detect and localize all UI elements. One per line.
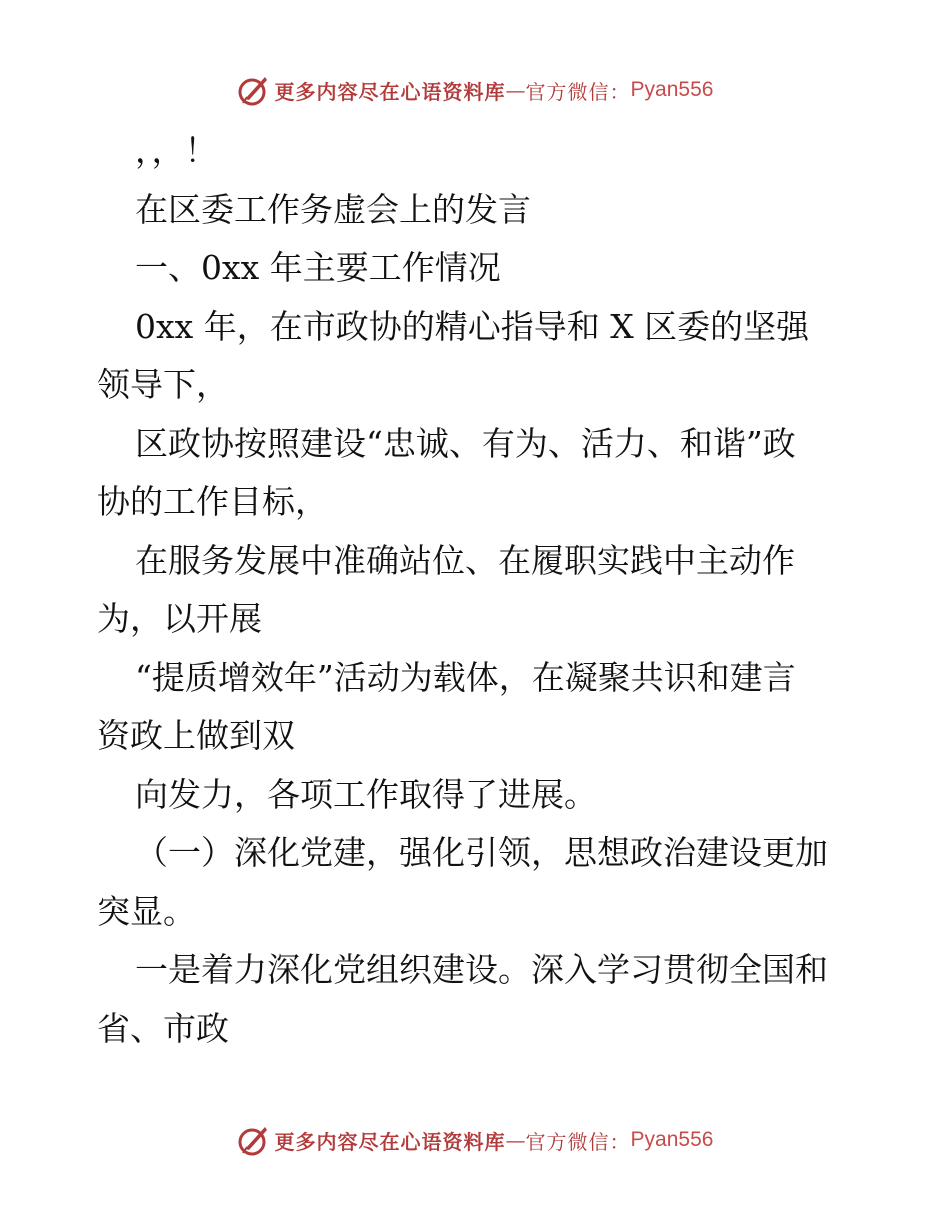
text-line: 资政上做到双 — [97, 716, 295, 755]
footer-wechat-label: 官方微信： — [525, 1129, 631, 1154]
text-line: 在服务发展中准确站位、在履职实践中主动作 — [135, 540, 795, 580]
text-line: 协的工作目标， — [97, 482, 328, 521]
quill-logo-icon — [237, 73, 271, 107]
header-site-text: 更多内容尽在心语资料库 — [274, 79, 506, 104]
text-line: 突显。 — [97, 891, 196, 931]
header-wechat-label: 官方微信： — [525, 79, 631, 104]
quill-logo-icon — [237, 1123, 271, 1157]
footer-banner — [0, 1120, 950, 1160]
text-line: 0xx 年，在市政协的精心指导和 X 区委的坚强 — [135, 306, 810, 346]
document-body — [97, 122, 857, 1058]
text-line: 领导下， — [97, 365, 229, 404]
footer-dash: — — [505, 1128, 526, 1152]
text-line: 省、市政 — [97, 1008, 229, 1048]
text-line: 为，以开展 — [97, 599, 262, 638]
text-line: 向发力，各项工作取得了进展。 — [135, 774, 597, 814]
document-title: 在区委工作务虚会上的发言 — [135, 189, 531, 229]
footer-wechat-id: Pyan556 — [630, 1128, 714, 1151]
header-dash: — — [505, 78, 526, 102]
text-line: “提质增效年”活动为载体，在凝聚共识和建言 — [135, 657, 796, 697]
text-line: 区政协按照建设“忠诚、有为、活力、和谐”政 — [135, 423, 796, 463]
header-wechat-id: Pyan556 — [630, 78, 714, 101]
header-banner — [0, 70, 950, 110]
footer-site-text: 更多内容尽在心语资料库 — [274, 1129, 506, 1154]
text-line: ，，！ — [135, 131, 218, 170]
subsection-heading: （一）深化党建，强化引领，思想政治建设更加 — [135, 833, 828, 872]
text-line: 一是着力深化党组织建设。深入学习贯彻全国和 — [135, 950, 828, 989]
section-heading: 一、0xx 年主要工作情况 — [135, 248, 501, 287]
